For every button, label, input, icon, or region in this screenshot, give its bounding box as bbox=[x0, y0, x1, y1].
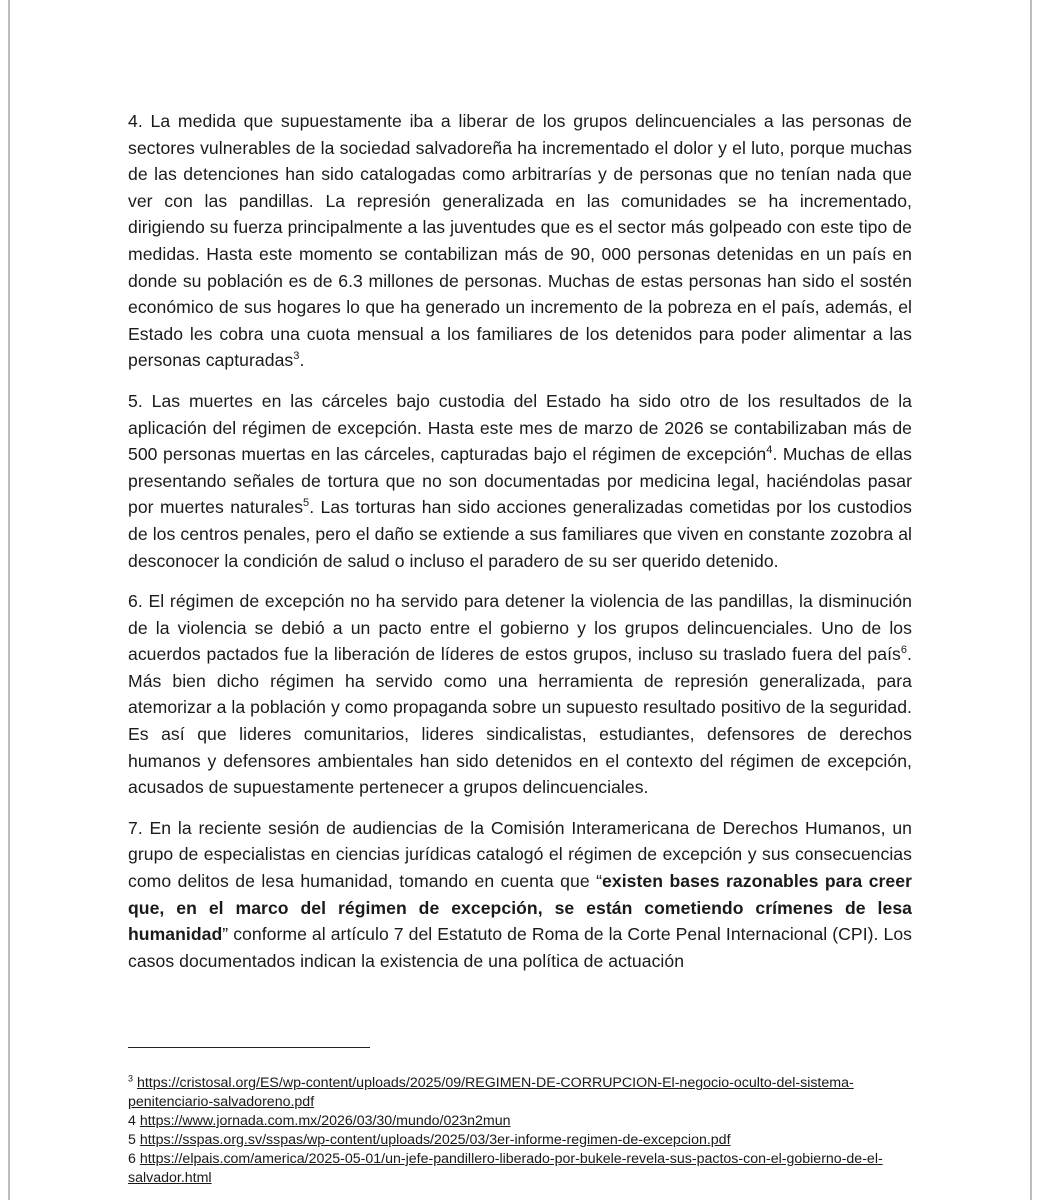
footnote-separator bbox=[128, 1047, 370, 1048]
paragraph-5 bbox=[128, 388, 912, 574]
paragraph-6-text-b: . Más bien dicho régimen ha servido como una herramienta de represión generalizada, para atemorizar a la población y como propaganda sobre un supuesto resultado positivo de la seguridad. Es así que lideres comunitarios, lideres sindicalistas, estudiantes, defensores de derechos humanos y defensores ambientales han sido detenidos en el contexto del régimen de excepción, acusados de supuestamente pertenecer a grupos delincuenciales. bbox=[128, 644, 912, 798]
paragraph-7-quote: existen bases razonables para creer que, en el marco del régimen de excepción, se están cometiendo crímenes de lesa humanidad bbox=[128, 871, 912, 945]
footnote-6 bbox=[128, 1150, 928, 1188]
footnotes bbox=[128, 1074, 928, 1188]
footnote-number: 5 bbox=[128, 1132, 136, 1148]
paragraph-4 bbox=[128, 108, 912, 374]
page-right-edge bbox=[1030, 0, 1032, 1200]
paragraph-6-text-a: 6. El régimen de excepción no ha servido para detener la violencia de las pandillas, la disminución de la violencia se debió a un pacto entre el gobierno y los grupos delincuenciales. Uno de los acuerdos pactados fue la liberación de líderes de estos grupos, incluso su traslado fuera del país bbox=[128, 591, 912, 665]
footnote-5 bbox=[128, 1131, 928, 1150]
footnote-link[interactable]: https://sspas.org.sv/sspas/wp-content/uploads/2025/03/3er-informe-regimen-de-excepcion.pdf bbox=[139, 1132, 731, 1148]
footnote-3 bbox=[128, 1074, 928, 1112]
paragraph-4-end: . bbox=[299, 350, 305, 371]
paragraph-7-text-a: 7. En la reciente sesión de audiencias de la Comisión Interamericana de Derechos Humanos, un grupo de especialistas en ciencias jurídicas catalogó el régimen de excepción y sus consecuencias como delitos de lesa humanidad, tomando en cuenta que “ bbox=[128, 817, 912, 892]
footnote-number: 3 bbox=[128, 1073, 134, 1084]
footnote-ref-6: 6 bbox=[900, 644, 908, 657]
footnote-ref-5: 5 bbox=[303, 497, 310, 510]
paragraph-7-text-b: ” conforme al artículo 7 del Estatuto de Roma de la Corte Penal Internacional (CPI). Los casos documentados indican la existencia de una política de actuación bbox=[128, 924, 912, 971]
page-left-edge bbox=[8, 0, 10, 1200]
footnote-ref-4: 4 bbox=[766, 444, 773, 457]
footnote-4 bbox=[128, 1112, 928, 1131]
paragraph-6 bbox=[128, 588, 912, 801]
paragraph-7 bbox=[128, 815, 912, 975]
paragraph-5-text-a: 5. Las muertes en las cárceles bajo custodia del Estado ha sido otro de los resultados de la aplicación del régimen de excepción. Hasta este mes de marzo de 2026 se contabilizaban más de 500 personas muertas en las cárceles, capturadas bajo el régimen de excepción bbox=[128, 390, 912, 465]
footnote-number: 4 bbox=[128, 1113, 136, 1129]
document-body bbox=[128, 108, 912, 988]
paragraph-4-text: 4. La medida que supuestamente iba a liberar de los grupos delincuenciales a las personas de sectores vulnerables de la sociedad salvadoreña ha incrementado el dolor y el luto, porque muchas de las detenciones han sido catalogadas como arbitrarías y de personas que no tenían nada que ver con las pandillas. La represión generalizada en las comunidades se ha incrementado, dirigiendo su fuerza principalmente a las juventudes que es el sector más golpeado con este tipo de medidas. Hasta este momento se contabilizan más de 90, 000 personas detenidas en un país en donde su población es de 6.3 millones de personas. Muchas de estas personas han sido el sostén económico de sus hogares lo que ha generado un incremento de la pobreza en el país, además, el Estado les cobra una cuota mensual a los familiares de los detenidos para poder alimentar a las personas capturadas bbox=[128, 111, 912, 371]
footnote-link[interactable]: https://www.jornada.com.mx/2026/03/30/mundo/023n2mun bbox=[139, 1113, 511, 1129]
footnote-link[interactable]: https://cristosal.org/ES/wp-content/uploads/2025/09/REGIMEN-DE-CORRUPCION-El-negocio-oculto-del-sistema-penitenciario-salvadoreno.pdf bbox=[128, 1075, 854, 1110]
footnote-number: 6 bbox=[128, 1151, 136, 1167]
paragraph-5-text-c: . Las torturas han sido acciones generalizadas cometidas por los custodios de los centros penales, pero el daño se extiende a sus familiares que viven en constante zozobra al desconocer la condición de salud o incluso el paradero de su ser querido detenido. bbox=[128, 497, 913, 571]
footnote-link[interactable]: https://elpais.com/america/2025-05-01/un-jefe-pandillero-liberado-por-bukele-revela-sus-pactos-con-el-gobierno-de-el-salvador.html bbox=[128, 1151, 883, 1186]
footnote-ref-3: 3 bbox=[293, 350, 300, 363]
paragraph-5-text-b: . Muchas de ellas presentando señales de tortura que no son documentadas por medicina legal, haciéndolas pasar por muertes naturales bbox=[128, 444, 912, 518]
